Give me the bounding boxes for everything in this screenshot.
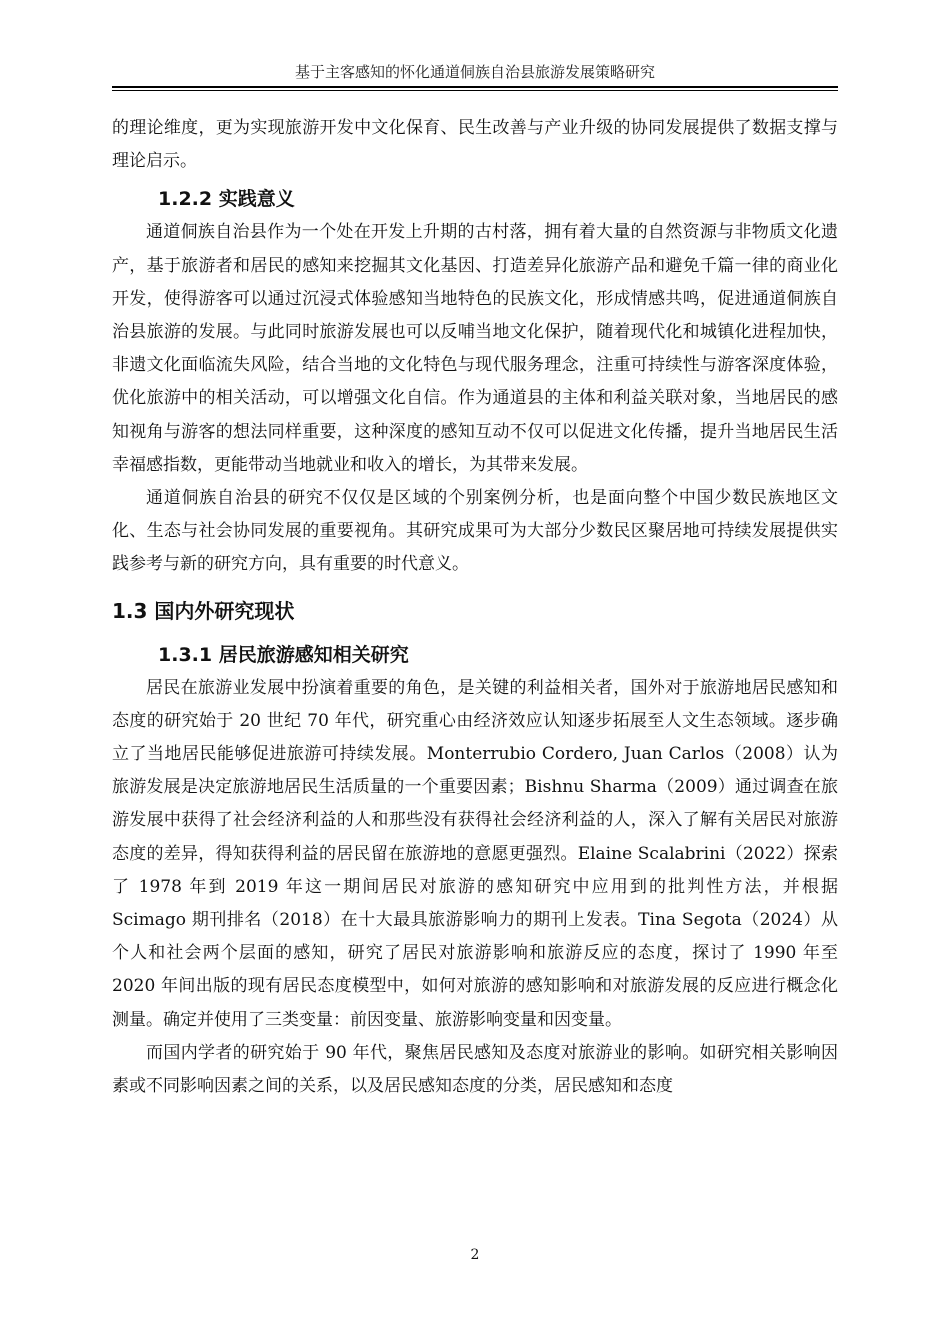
paragraph-continued: 的理论维度，更为实现旅游开发中文化保育、民生改善与产业升级的协同发展提供了数据支撑与理论启示。 <box>112 118 838 172</box>
paragraph-research-value: 通道侗族自治县的研究不仅仅是区域的个别案例分析，也是面向整个中国少数民族地区文化、生态与社会协同发展的重要视角。其研究成果可为大部分少数民区聚居地可持续发展提供实践参考与新的研究方向，具有重要的时代意义。 <box>112 488 838 575</box>
paragraph-practical-significance: 通道侗族自治县作为一个处在开发上升期的古村落，拥有着大量的自然资源与非物质文化遗产，基于旅游者和居民的感知来挖掘其文化基因、打造差异化旅游产品和避免千篇一律的商业化开发，使得游客可以通过沉浸式体验感知当地特色的民族文化，形成情感共鸣，促进通道侗族自治县旅游的发展。与此同时旅游发展也可以反哺当地文化保护，随着现代化和城镇化进程加快，非遗文化面临流失风险，结合当地的文化特色与现代服务理念，注重可持续性与游客深度体验，优化旅游中的相关活动，可以增强文化自信。作为通道县的主体和利益关联对象，当地居民的感知视角与游客的想法同样重要，这种深度的感知互动不仅可以促进文化传播，提升当地居民生活幸福感指数，更能带动当地就业和收入的增长，为其带来发展。 <box>112 222 838 475</box>
paragraph-domestic-research: 而国内学者的研究始于 90 年代，聚焦居民感知及态度对旅游业的影响。如研究相关影响因素或不同影响因素之间的关系，以及居民感知态度的分类，居民感知和态度 <box>112 1042 838 1097</box>
header-rule-thick <box>112 86 838 88</box>
header-rule-thin <box>112 90 838 91</box>
page-body <box>112 112 838 1103</box>
running-header: 基于主客感知的怀化通道侗族自治县旅游发展策略研究 <box>294 63 655 81</box>
section-heading-1-3: 1.3 国内外研究现状 <box>112 598 295 623</box>
subsection-heading-1-2-2: 1.2.2 实践意义 <box>158 188 295 211</box>
page-number: 2 <box>470 1247 480 1263</box>
subsection-heading-1-3-1: 1.3.1 居民旅游感知相关研究 <box>158 643 409 666</box>
paragraph-foreign-research: 居民在旅游业发展中扮演着重要的角色，是关键的利益相关者，国外对于旅游地居民感知和态度的研究始于 20 世纪 70 年代，研究重心由经济效应认知逐步拓展至人文生态领域。逐步确立了当地居民能够促进旅游可持续发展。Monterrubio Cordero, Juan Carlos（2008）认为旅游发展是决定旅游地居民生活质量的一个重要因素；Bishnu Sharma（2009）通过调查在旅游发展中获得了社会经济利益的人和那些没有获得社会经济利益的人，深入了解有关居民对旅游态度的差异，得知获得利益的居民留在旅游地的意愿更强烈。Elaine Scalabrini（2022）探索了 1978 年到 2019 年这一期间居民对旅游的感知研究中应用到的批判性方法，并根据 Scimago 期刊排名（2018）在十大最具旅游影响力的期刊上发表。Tina Segota（2024）从个人和社会两个层面的感知，研究了居民对旅游影响和旅游反应的态度，探讨了 1990 年至 2020 年间出版的现有居民态度模型中，如何对旅游的感知影响和对旅游发展的反应进行概念化测量。确定并使用了三类变量：前因变量、旅游影响变量和因变量。 <box>112 677 838 1030</box>
